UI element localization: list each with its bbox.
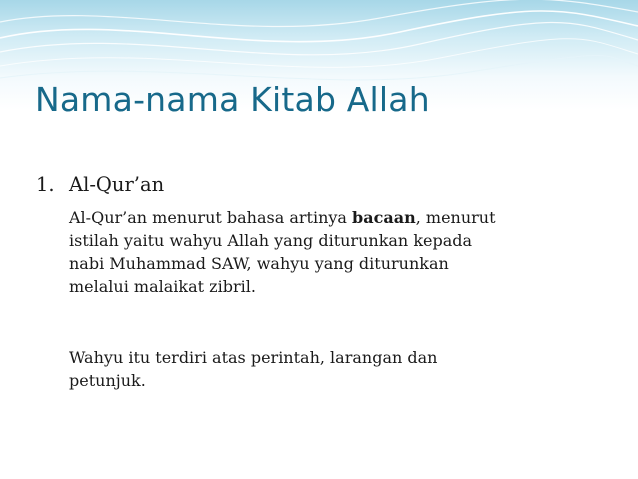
bold-keyword: bacaan [352,208,416,227]
content-paragraph [69,346,609,392]
paragraph-line: istilah yaitu wahyu Allah yang diturunkan kepada [69,231,473,250]
definition-paragraph [69,206,609,298]
list-item-heading [36,173,164,196]
paragraph-line: nabi Muhammad SAW, wahyu yang diturunkan [69,254,449,273]
text-segment: , menurut [415,208,496,227]
list-item-number: 1. [36,173,55,196]
paragraph-line: petunjuk. [69,371,146,390]
paragraph-line: melalui malaikat zibril. [69,277,256,296]
paragraph-line [69,206,609,229]
text-segment: Al-Qur’an menurut bahasa artinya [69,208,353,227]
list-item-title: Al-Qur’an [69,173,165,196]
slide-title: Nama-nama Kitab Allah [35,80,430,119]
paragraph-line: Wahyu itu terdiri atas perintah, larangan dan [69,348,438,367]
